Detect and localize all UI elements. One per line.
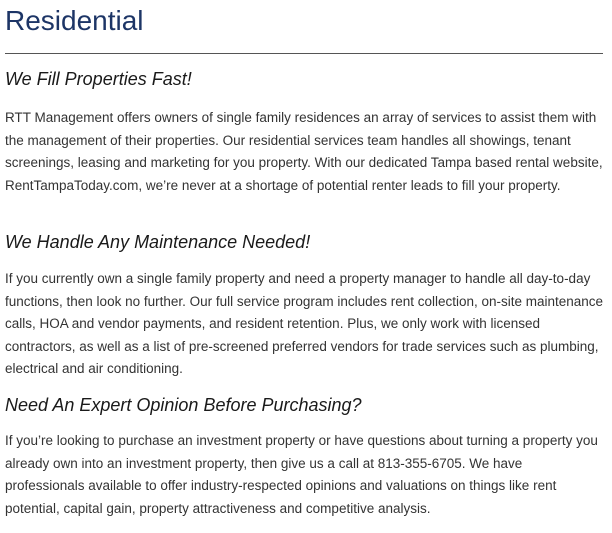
section-heading-maintenance: We Handle Any Maintenance Needed!	[5, 232, 311, 252]
section-body-fill-properties: RTT Management offers owners of single family residences an array of services to assist them with the management of their properties. Our residential services team handles all showings, tenant screenings, leasing and marketing for you property. With our dedicated Tampa based rental website, RentTampaToday.com, we’re never at a shortage of potential renter leads to fill your property.	[5, 110, 603, 193]
section-heading-fill-properties: We Fill Properties Fast!	[5, 69, 192, 89]
section-body-expert-opinion: If you’re looking to purchase an investment property or have questions about turning a property you already own into an investment property, then give us a call at 813-355-6705. We have professionals available to offer industry-respected opinions and valuations on things like rent potential, capital gain, property attractiveness and competitive analysis.	[5, 433, 598, 516]
section-heading-expert-opinion: Need An Expert Opinion Before Purchasing?	[5, 395, 362, 415]
page-title: Residential	[5, 5, 144, 36]
title-divider	[5, 53, 603, 54]
section-body-maintenance: If you currently own a single family property and need a property manager to handle all day-to-day functions, then look no further. Our full service program includes rent collection, on-site maintenance calls, HOA and vendor payments, and resident retention. Plus, we only work with licensed contractors, as well as a list of pre-screened preferred vendors for trade services such as plumbing, electrical and air conditioning.	[5, 271, 604, 376]
